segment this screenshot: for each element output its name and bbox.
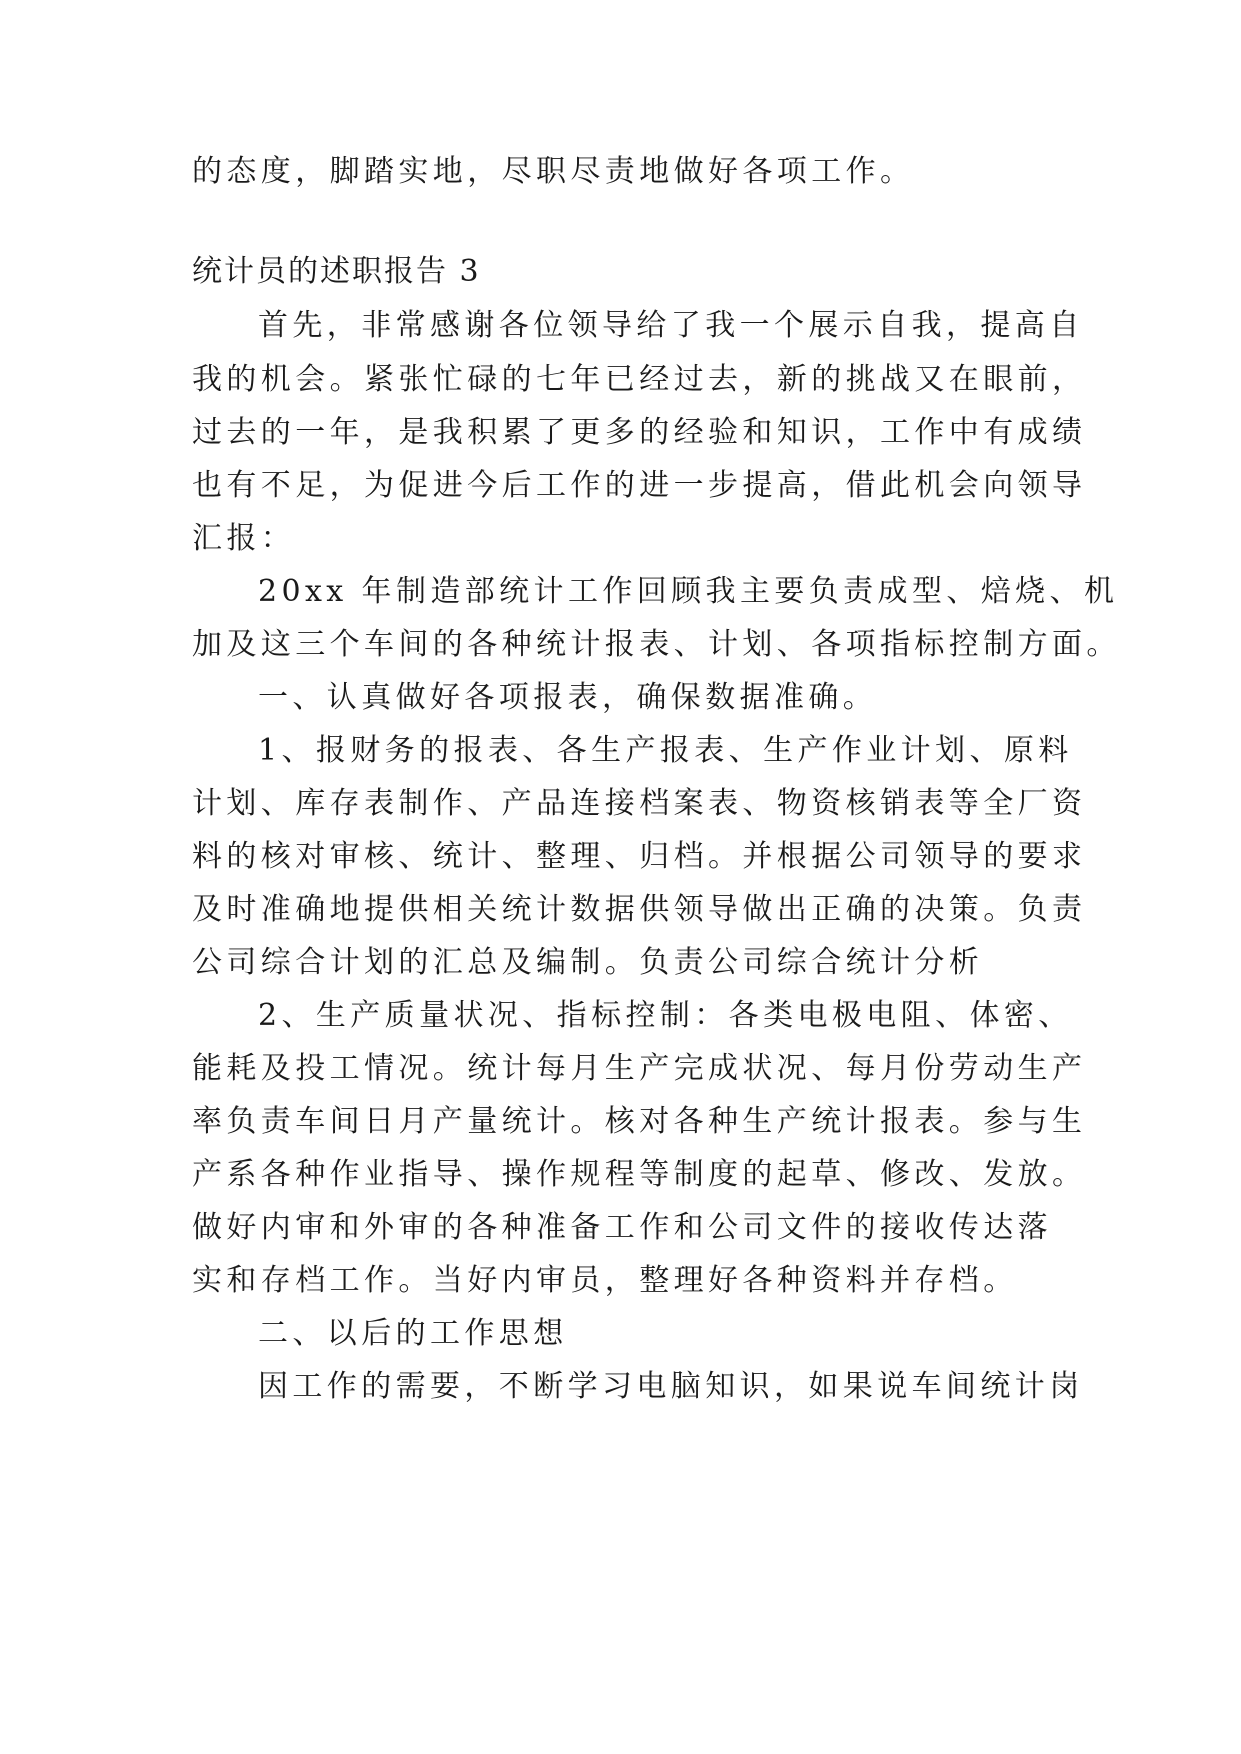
paragraph-line: 因工作的需要，不断学习电脑知识，如果说车间统计岗 (258, 1369, 1084, 1404)
paragraph-line: 率负责车间日月产量统计。核对各种生产统计报表。参与生 (192, 1104, 1087, 1139)
paragraph-line: 1、报财务的报表、各生产报表、生产作业计划、原料 (258, 733, 1073, 768)
paragraph-line: 实和存档工作。当好内审员，整理好各种资料并存档。 (192, 1263, 1018, 1298)
paragraph-line: 及时准确地提供相关统计数据供领导做出正确的决策。负责 (192, 892, 1087, 927)
paragraph-line: 计划、库存表制作、产品连接档案表、物资核销表等全厂资 (192, 786, 1087, 821)
paragraph-line: 我的机会。紧张忙碌的七年已经过去，新的挑战又在眼前， (192, 362, 1087, 397)
paragraph-line: 2、生产质量状况、指标控制：各类电极电阻、体密、 (258, 998, 1073, 1033)
paragraph-line: 的态度，脚踏实地，尽职尽责地做好各项工作。 (192, 154, 915, 189)
paragraph-line: 公司综合计划的汇总及编制。负责公司综合统计分析 (192, 945, 984, 980)
paragraph-line: 汇报： (192, 521, 296, 556)
paragraph-line: 过去的一年，是我积累了更多的经验和知识，工作中有成绩 (192, 415, 1087, 450)
paragraph-line: 加及这三个车间的各种统计报表、计划、各项指标控制方面。 (192, 627, 1121, 662)
subsection-heading: 二、以后的工作思想 (258, 1316, 568, 1351)
paragraph-line: 也有不足，为促进今后工作的进一步提高，借此机会向领导 (192, 468, 1087, 503)
paragraph-line: 料的核对审核、统计、整理、归档。并根据公司领导的要求 (192, 839, 1087, 874)
section-heading: 统计员的述职报告 3 (192, 254, 481, 289)
paragraph-line: 20xx 年制造部统计工作回顾我主要负责成型、焙烧、机 (258, 574, 1119, 609)
paragraph-line: 首先，非常感谢各位领导给了我一个展示自我，提高自 (258, 308, 1084, 343)
subsection-heading: 一、认真做好各项报表，确保数据准确。 (258, 680, 878, 715)
paragraph-line: 能耗及投工情况。统计每月生产完成状况、每月份劳动生产 (192, 1051, 1087, 1086)
paragraph-line: 做好内审和外审的各种准备工作和公司文件的接收传达落 (192, 1210, 1052, 1245)
paragraph-line: 产系各种作业指导、操作规程等制度的起草、修改、发放。 (192, 1157, 1087, 1192)
